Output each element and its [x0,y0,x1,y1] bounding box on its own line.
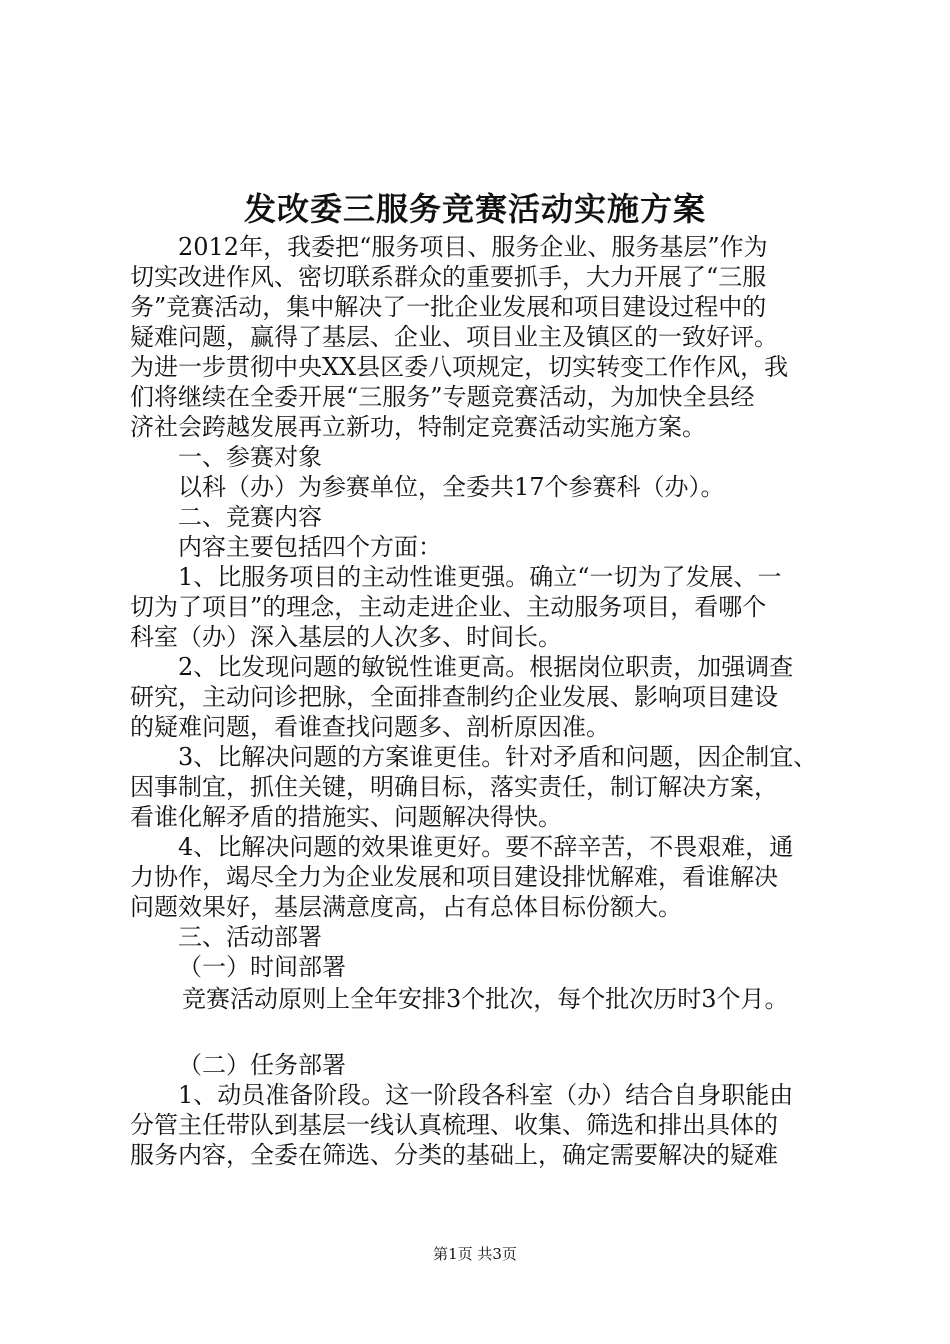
paragraph-line: 为进一步贯彻中央XX县区委八项规定，切实转变工作作风，我 [130,353,789,381]
section-heading: 三、活动部署 [178,923,322,951]
paragraph-line: 分管主任带队到基层一线认真梳理、收集、筛选和排出具体的 [130,1111,778,1139]
paragraph-line: 务”竞赛活动，集中解决了一批企业发展和项目建设过程中的 [130,293,767,321]
paragraph-line: 2、比发现问题的敏锐性谁更高。根据岗位职责，加强调查 [178,653,794,681]
paragraph-line: 切为了项目”的理念，主动走进企业、主动服务项目，看哪个 [130,593,767,621]
page-footer: 第1页 共3页 [433,1245,517,1263]
paragraph-line: 竞赛活动原则上全年安排3个批次，每个批次历时3个月。 [182,985,789,1013]
paragraph-line: 看谁化解矛盾的措施实、问题解决得快。 [130,803,562,831]
paragraph-line: 科室（办）深入基层的人次多、时间长。 [130,623,562,651]
paragraph-line: 以科（办）为参赛单位，全委共17个参赛科（办）。 [178,473,725,501]
paragraph-line: 服务内容，全委在筛选、分类的基础上，确定需要解决的疑难 [130,1141,778,1169]
paragraph-line: 力协作，竭尽全力为企业发展和项目建设排忧解难，看谁解决 [130,863,778,891]
paragraph-line: 1、动员准备阶段。这一阶段各科室（办）结合自身职能由 [178,1081,794,1109]
section-heading: 二、竞赛内容 [178,503,322,531]
paragraph-line: 们将继续在全委开展“三服务”专题竞赛活动，为加快全县经 [130,383,755,411]
paragraph-line: 切实改进作风、密切联系群众的重要抓手，大力开展了“三服 [130,263,767,291]
section-heading: 一、参赛对象 [178,443,322,471]
paragraph-line: 因事制宜，抓住关键，明确目标，落实责任，制订解决方案， [130,773,778,801]
paragraph-line: 疑难问题，赢得了基层、企业、项目业主及镇区的一致好评。 [130,323,778,351]
paragraph-line: 2012年，我委把“服务项目、服务企业、服务基层”作为 [178,233,768,261]
paragraph-line: 的疑难问题，看谁查找问题多、剖析原因准。 [130,713,610,741]
paragraph-line: 研究，主动问诊把脉，全面排查制约企业发展、影响项目建设 [130,683,778,711]
paragraph-line: 济社会跨越发展再立新功，特制定竞赛活动实施方案。 [130,413,706,441]
paragraph-line: 4、比解决问题的效果谁更好。要不辞辛苦，不畏艰难，通 [178,833,794,861]
subsection-heading: （二）任务部署 [178,1051,346,1079]
paragraph-line: 问题效果好，基层满意度高，占有总体目标份额大。 [130,893,682,921]
paragraph-line: 3、比解决问题的方案谁更佳。针对矛盾和问题，因企制宜、 [178,743,818,771]
subsection-heading: （一）时间部署 [178,953,346,981]
document-title: 发改委三服务竞赛活动实施方案 [243,190,706,228]
paragraph-line: 1、比服务项目的主动性谁更强。确立“一切为了发展、一 [178,563,782,591]
paragraph-line: 内容主要包括四个方面： [178,533,442,561]
